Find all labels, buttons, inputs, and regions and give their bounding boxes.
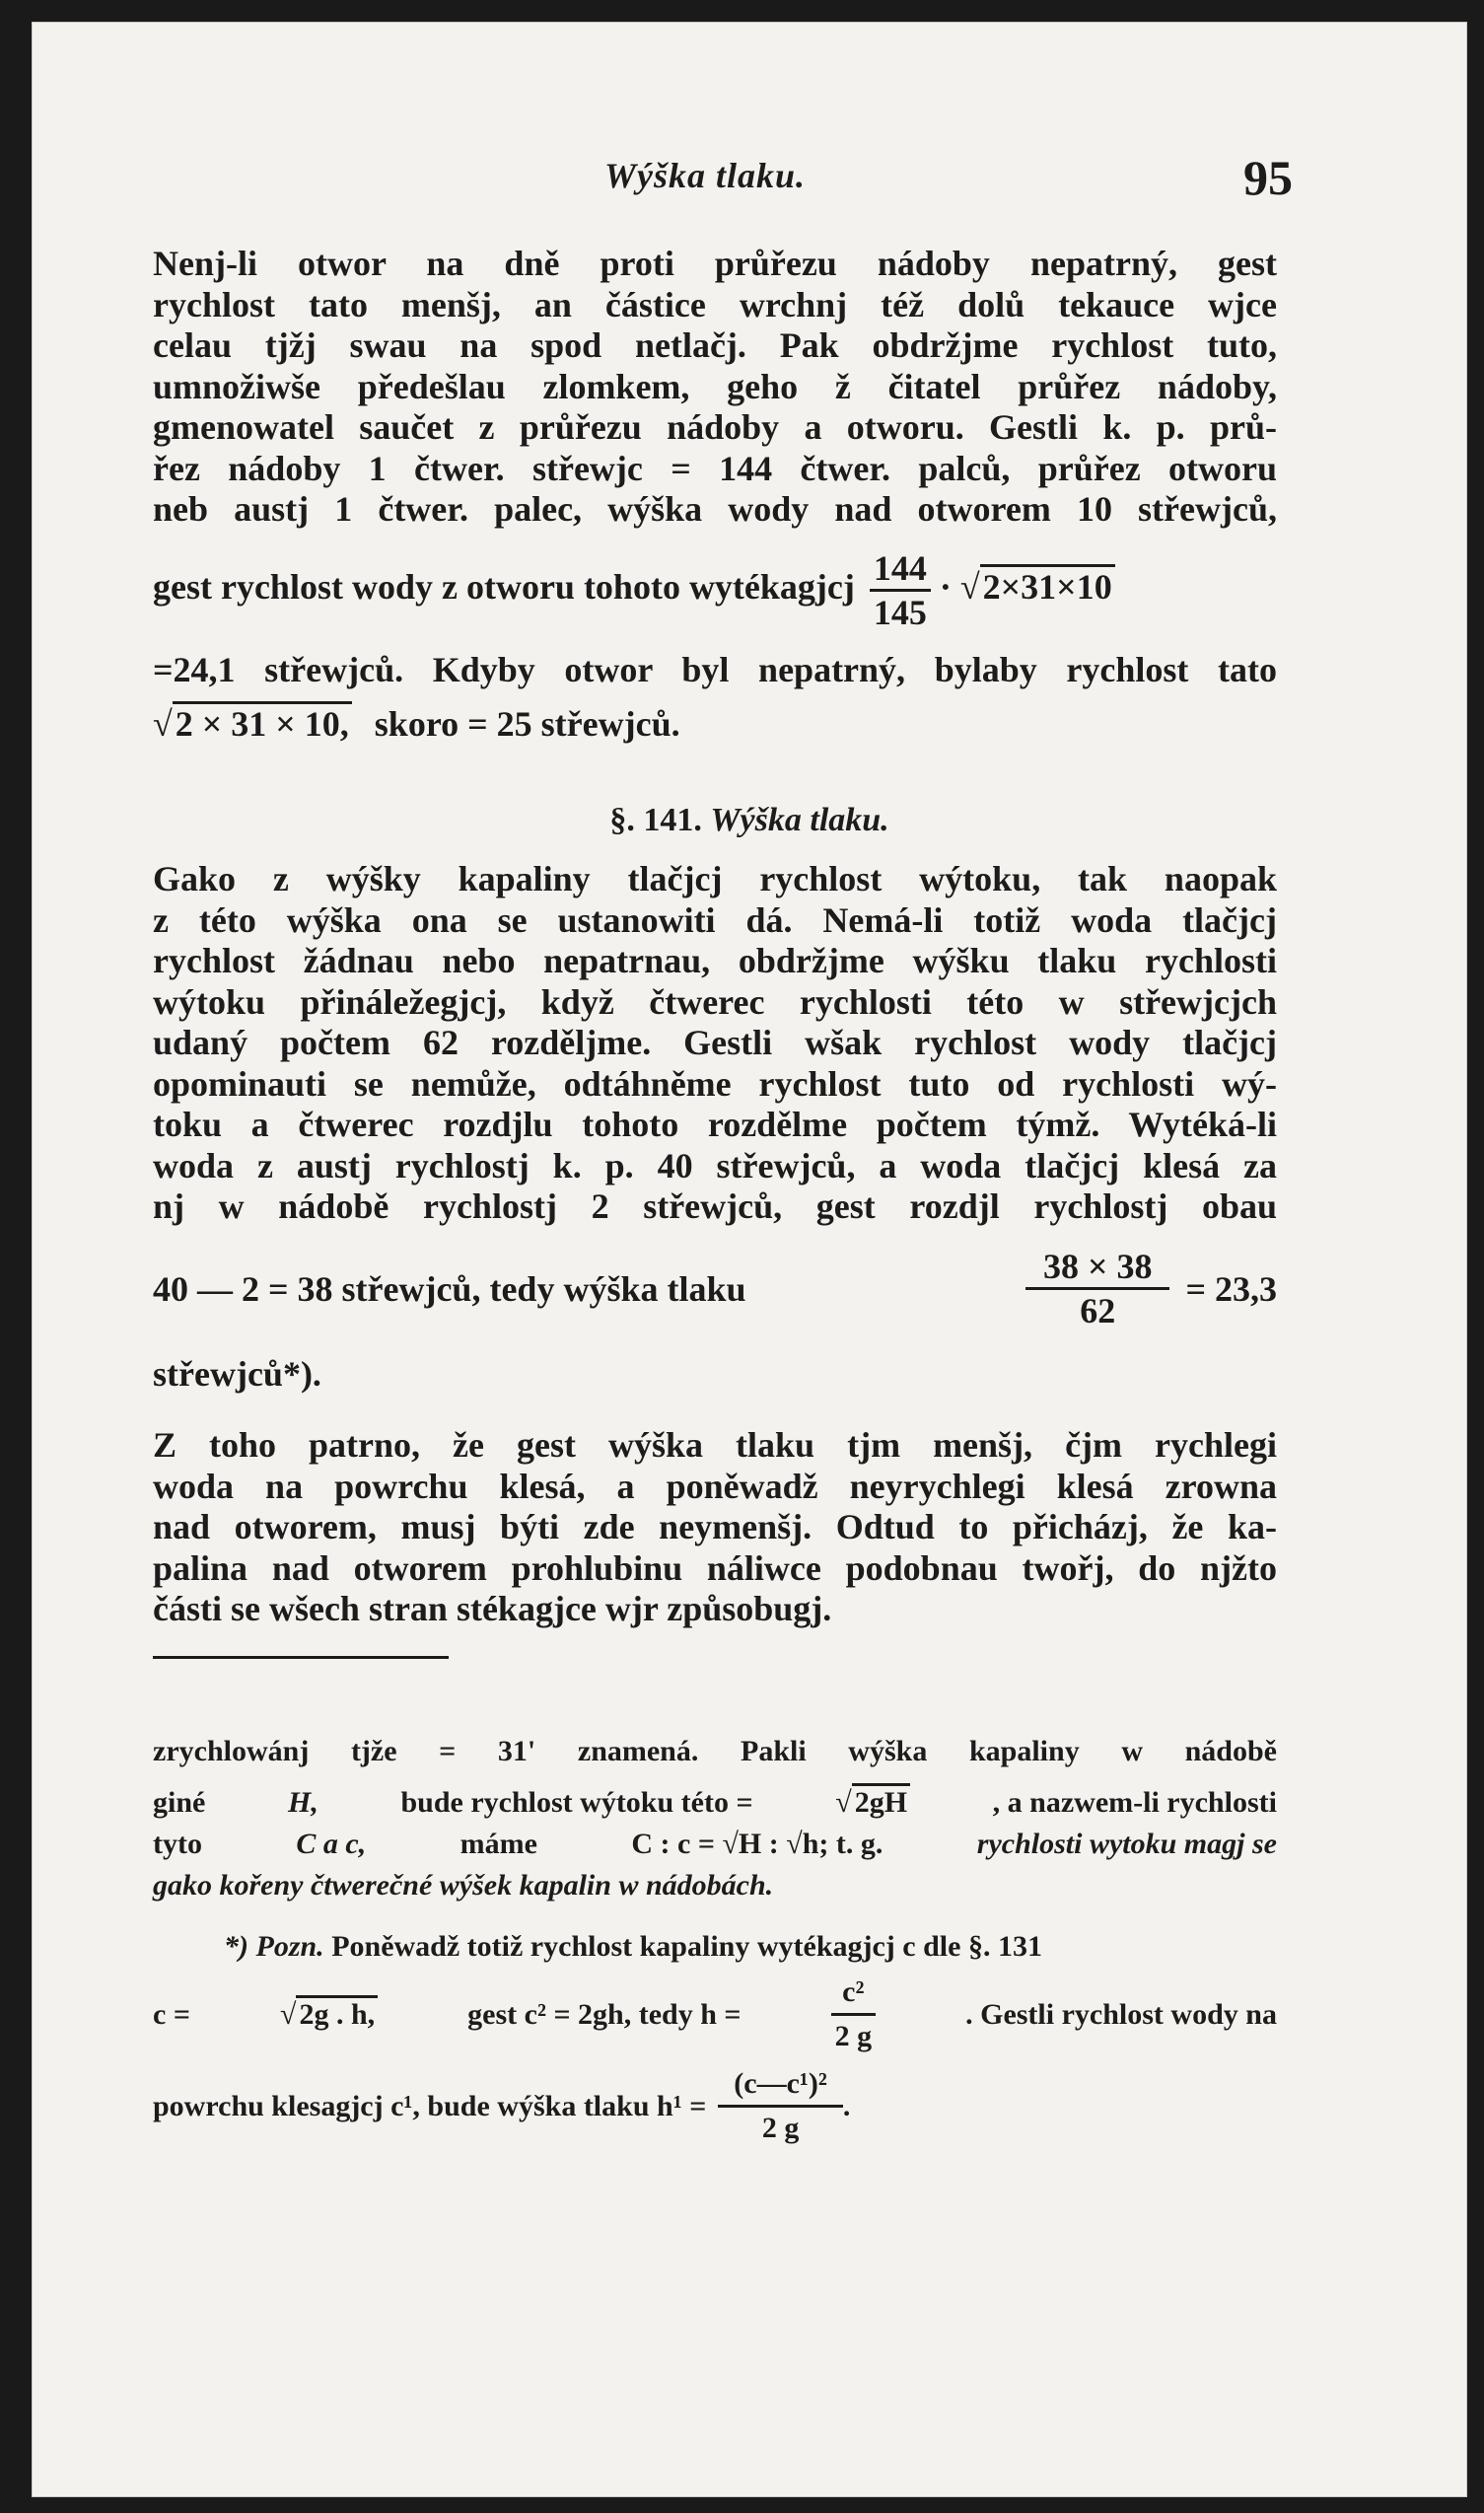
- text-line: =24,1 střewjců. Kdyby otwor byl nepatrný, bylaby rychlost tato: [153, 650, 1277, 689]
- fraction-c2-2g: [831, 1972, 877, 2057]
- paragraph-2-end: [153, 1354, 1277, 1396]
- footnote-star: *): [224, 1930, 248, 1963]
- text-line: z této wýška ona se ustanowiti dá. Nemá-li totiž woda tlačjcj: [153, 899, 1277, 940]
- footnote-line: zrychlowánj tjže = 31' znamená. Pakli wýška kapaliny w nádobě: [153, 1735, 1277, 1767]
- square-root: √ 2gH: [835, 1782, 910, 1824]
- fraction-144-145: [870, 547, 931, 633]
- multiply-dot: ·: [939, 566, 952, 607]
- text-fragment: .: [842, 2089, 851, 2122]
- fraction-numerator: c²: [831, 1972, 877, 2016]
- formula-left: 40 — 2 = 38 střewjců, tedy wýška tlaku: [153, 1268, 746, 1309]
- formula-prefix: gest rychlost wody z otworu tohoto wytékagjcj: [153, 566, 855, 607]
- radicand: 2g . h,: [296, 1995, 378, 2031]
- formula-suffix: skoro = 25 střewjců.: [374, 704, 680, 744]
- text-line: toku a čtwerec rozdjlu tohoto rozdělme počtem týmž. Wytéká-li: [153, 1105, 1277, 1144]
- text-line: celau tjžj swau na spod netlačj. Pak obdržjme rychlost tuto,: [153, 325, 1277, 365]
- text-line: Z toho patrno, že gest wýška tlaku tjm menšj, čjm rychlegi: [153, 1425, 1277, 1465]
- text-line: řez nádoby 1 čtwer. střewjc = 144 čtwer. palců, průřez otworu: [153, 448, 1277, 488]
- formula-right: = 23,3: [1185, 1268, 1277, 1309]
- text-line: opominauti se nemůže, odtáhněme rychlost tuto od rychlosti wý-: [153, 1063, 1277, 1104]
- symbol-H: H,: [287, 1786, 318, 1819]
- section-title: Wýška tlaku.: [710, 802, 889, 838]
- text-fragment: giné: [153, 1786, 206, 1819]
- section-number: §. 141.: [609, 802, 702, 838]
- footnote-line: gako kořeny čtwerečné wýšek kapalin w nádobách.: [153, 1869, 774, 1902]
- italic-text: rychlosti wytoku magj se: [976, 1828, 1277, 1860]
- fraction-cc1-2g: [718, 2063, 843, 2149]
- text-line: nj w nádobě rychlostj 2 střewjců, gest rozdjl rychlostj obau: [153, 1186, 1277, 1226]
- footnote-pozn: Pozn.: [255, 1930, 324, 1963]
- footnote-line: [153, 2063, 1277, 2149]
- text-line: gmenowatel saučet z průřezu nádoby a otworu. Gestli k. p. prů-: [153, 407, 1277, 447]
- paragraph-1-cont: [153, 650, 1277, 691]
- square-root: √2 × 31 × 10,: [153, 703, 352, 745]
- fraction-denominator: 2 g: [761, 2112, 800, 2144]
- text-line: rychlost tato menšj, an částice wrchnj též dolů tekauce wjce: [153, 284, 1277, 324]
- paragraph-3: [153, 1425, 1277, 1630]
- page-number: 95: [1243, 150, 1293, 205]
- footnote-line: [153, 1926, 1277, 1968]
- fraction-numerator: (c—c¹)²: [718, 2063, 843, 2108]
- text-line: udaný počtem 62 rozděljme. Gestli wšak rychlost wody tlačjcj: [153, 1023, 1277, 1062]
- radicand: 2gH: [852, 1783, 910, 1819]
- text-line: neb austj 1 čtwer. palec, wýška wody nad otworem 10 střewjců,: [153, 489, 1277, 529]
- paragraph-2: [153, 859, 1277, 1228]
- text-fragment: c =: [153, 1997, 190, 2031]
- symbol-C-c: C a c,: [296, 1828, 367, 1860]
- radicand: 2 × 31 × 10,: [173, 701, 352, 744]
- text-line: rychlost žádnau nebo nepatrnau, obdržjme wýšku tlaku rychlosti: [153, 941, 1277, 980]
- footnote-2: [153, 1926, 1277, 2149]
- fraction-numerator: 38 × 38: [1025, 1246, 1170, 1290]
- text-fragment: powrchu klesagjcj c¹, bude wýška tlaku h¹ =: [153, 2089, 707, 2122]
- running-head: [33, 149, 1466, 208]
- footnote-line: [153, 1782, 1277, 1824]
- fraction-denominator: 2 g: [834, 2020, 873, 2052]
- text-fragment: tyto: [153, 1828, 202, 1860]
- formula-line-1: [153, 547, 1277, 633]
- text-line: střewjců*).: [153, 1354, 321, 1394]
- text-line: palina nad otworem prohlubinu náliwce podobnau twořj, do njžto: [153, 1547, 1277, 1588]
- text-line: Nenj-li otwor na dně proti průřezu nádoby nepatrný, gest: [153, 244, 1277, 283]
- square-root: √2×31×10: [960, 566, 1115, 608]
- footnote-line: [153, 1824, 1277, 1865]
- text-line: wýtoku přináležegjcj, když čtwerec rychlosti této w střewjcjch: [153, 981, 1277, 1022]
- text-line: části se wšech stran stékagjce wjr způsobugj.: [153, 1589, 832, 1628]
- text-fragment: máme: [459, 1828, 537, 1860]
- fraction-numerator: 144: [870, 547, 931, 592]
- text-line: woda na powrchu klesá, a poněwadž neyrychlegi klesá zrowna: [153, 1466, 1277, 1506]
- text-line: Gako z wýšky kapaliny tlačjcj rychlost wýtoku, tak naopak: [153, 859, 1277, 898]
- formula-line-2: [153, 703, 1277, 745]
- text-fragment: , a nazwem-li rychlosti: [992, 1786, 1277, 1819]
- book-page: [32, 22, 1467, 2497]
- footnote-1: [153, 1731, 1277, 1906]
- square-root: √ 2g . h,: [280, 1994, 378, 2036]
- fraction-denominator: 62: [1080, 1291, 1116, 1330]
- text-line: nad otworem, musj býti zde neymenšj. Odtud to přicházj, že ka-: [153, 1507, 1277, 1546]
- running-head-title: Wýška tlaku.: [604, 156, 807, 195]
- text-fragment: gest c² = 2gh, tedy h =: [467, 1997, 742, 2031]
- text-line: woda z austj rychlostj k. p. 40 střewjců, a woda tlačjcj klesá za: [153, 1145, 1277, 1185]
- text-fragment: bude rychlost wýtoku této =: [400, 1786, 753, 1819]
- formula-line-3: [153, 1246, 1277, 1331]
- footnote-rule: [153, 1656, 449, 1659]
- paragraph-1: [153, 244, 1277, 531]
- text-fragment: . Gestli rychlost wody na: [965, 1997, 1277, 2031]
- section-heading: [33, 802, 1466, 839]
- fraction-denominator: 145: [873, 593, 927, 632]
- fraction-38x38-62: [1025, 1246, 1170, 1331]
- text-line: umnožiwše předešlau zlomkem, geho ž čitatel průřez nádoby,: [153, 366, 1277, 406]
- text-fragment: Poněwadž totiž rychlost kapaliny wytékagjcj c dle §. 131: [331, 1930, 1042, 1963]
- ratio-formula: C : c = √H : √h; t. g.: [631, 1828, 883, 1860]
- radicand: 2×31×10: [980, 564, 1115, 607]
- footnote-line: [153, 1972, 1277, 2057]
